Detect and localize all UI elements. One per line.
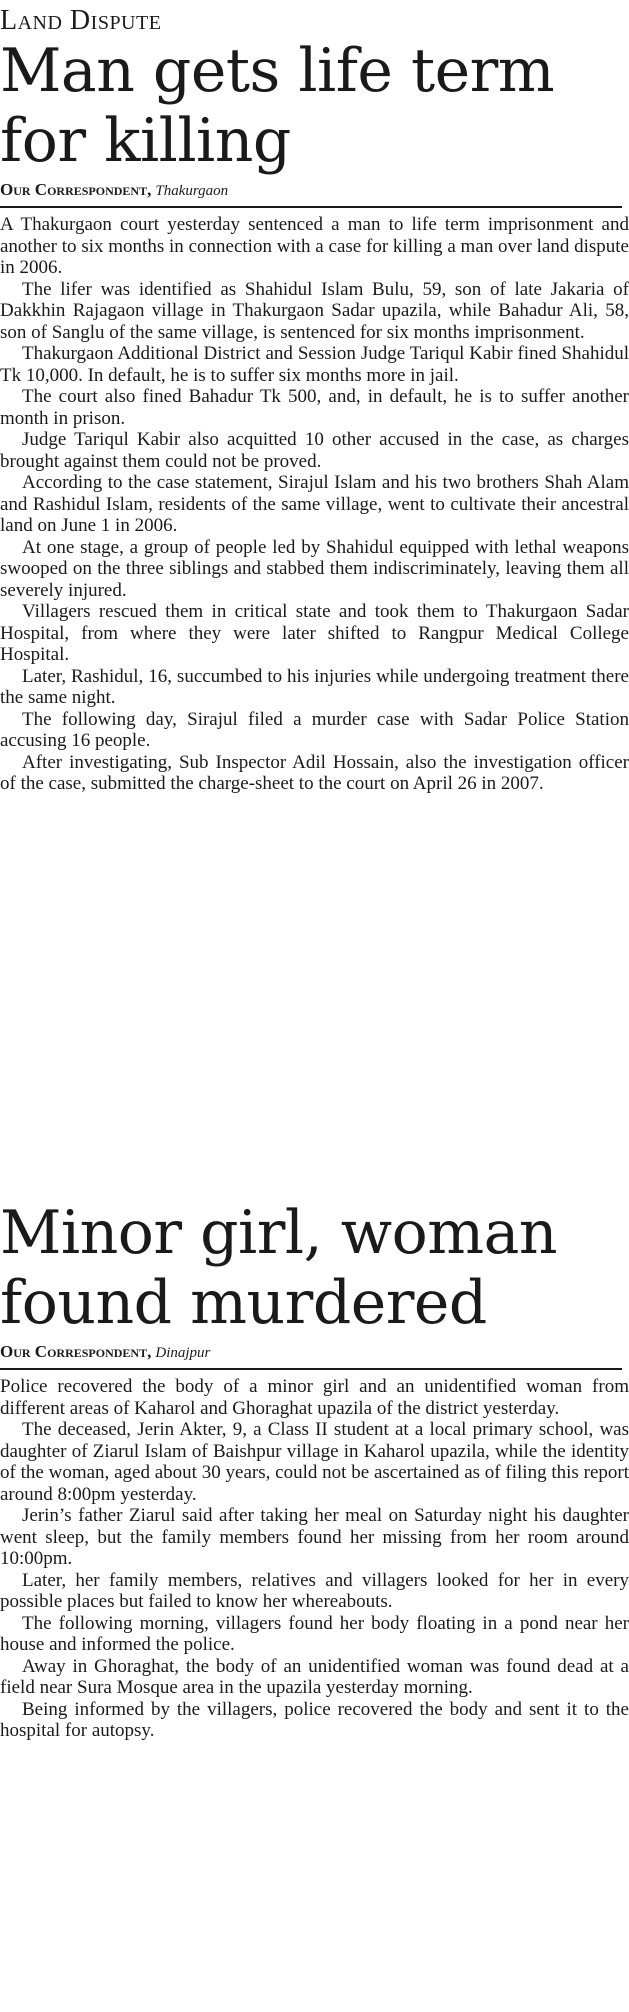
article-paragraph: After investigating, Sub Inspector Adil Hossain, also the investigation officer of the case, submitted the charge-sheet to the court on April 26 in 2007. xyxy=(0,751,629,794)
article-paragraph: Thakurgaon Additional District and Session Judge Tariqul Kabir fined Shahidul Tk 10,000. In default, he is to suffer six months more in jail. xyxy=(0,343,629,386)
article-headline: Man gets life term for killing xyxy=(0,36,555,176)
article-land-dispute xyxy=(0,6,629,795)
article-paragraph: The following morning, villagers found her body floating in a pond near her house and informed the police. xyxy=(0,1612,629,1655)
byline-correspondent: Our Correspondent, xyxy=(0,180,152,199)
article-paragraph: Being informed by the villagers, police recovered the body and sent it to the hospital for autopsy. xyxy=(0,1698,629,1741)
article-paragraph: Away in Ghoraghat, the body of an unidentified woman was found dead at a field near Sura Mosque area in the upazila yesterday morning. xyxy=(0,1655,629,1698)
article-paragraph: Later, her family members, relatives and villagers looked for her in every possible places but failed to know her whereabouts. xyxy=(0,1569,629,1612)
article-byline xyxy=(0,180,629,201)
article-byline xyxy=(0,1342,629,1363)
article-paragraph: The lifer was identified as Shahidul Islam Bulu, 59, son of late Jakaria of Dakkhin Rajagaon village in Thakurgaon Sadar upazila, while Bahadur Ali, 58, son of Sanglu of the same village, is sentenced for six months imprisonment. xyxy=(0,278,629,343)
article-body xyxy=(0,1376,629,1742)
article-paragraph: The deceased, Jerin Akter, 9, a Class II student at a local primary school, was daughter of Ziarul Islam of Baishpur village in Kaharol upazila, while the identity of the woman, aged about 30 years, could not be ascertained as of filing this report around 8:00pm yesterday. xyxy=(0,1419,629,1505)
byline-correspondent: Our Correspondent, xyxy=(0,1342,152,1361)
article-headline: Minor girl, woman found murdered xyxy=(0,1198,558,1338)
article-minor-girl-murdered xyxy=(0,1198,629,1742)
article-paragraph: A Thakurgaon court yesterday sentenced a man to life term imprisonment and another to six months in connection with a case for killing a man over land dispute in 2006. xyxy=(0,214,629,278)
article-paragraph: Judge Tariqul Kabir also acquitted 10 other accused in the case, as charges brought against them could not be proved. xyxy=(0,429,629,472)
article-paragraph: According to the case statement, Sirajul Islam and his two brothers Shah Alam and Rashidul Islam, residents of the same village, went to cultivate their ancestral land on June 1 in 2006. xyxy=(0,472,629,536)
article-paragraph: Police recovered the body of a minor girl and an unidentified woman from different areas of Kaharol and Ghoraghat upazila of the district yesterday. xyxy=(0,1376,629,1419)
article-paragraph: At one stage, a group of people led by Shahidul equipped with lethal weapons swooped on the three siblings and stabbed them indiscriminately, leaving them all severely injured. xyxy=(0,536,629,601)
article-paragraph: Later, Rashidul, 16, succumbed to his injuries while undergoing treatment there the same night. xyxy=(0,665,629,708)
byline-location: Dinajpur xyxy=(155,1345,211,1361)
article-kicker: Land Dispute xyxy=(0,5,162,36)
headline-divider xyxy=(0,206,622,208)
headline-divider xyxy=(0,1368,622,1370)
article-paragraph: Jerin’s father Ziarul said after taking her meal on Saturday night his daughter went sleep, but the family members found her missing from her room around 10:00pm. xyxy=(0,1505,629,1569)
article-paragraph: The following day, Sirajul filed a murder case with Sadar Police Station accusing 16 people. xyxy=(0,708,629,751)
article-paragraph: The court also fined Bahadur Tk 500, and, in default, he is to suffer another month in prison. xyxy=(0,386,629,429)
article-paragraph: Villagers rescued them in critical state and took them to Thakurgaon Sadar Hospital, from where they were later shifted to Rangpur Medical College Hospital. xyxy=(0,601,629,665)
byline-location: Thakurgaon xyxy=(155,183,229,199)
article-body xyxy=(0,214,629,795)
